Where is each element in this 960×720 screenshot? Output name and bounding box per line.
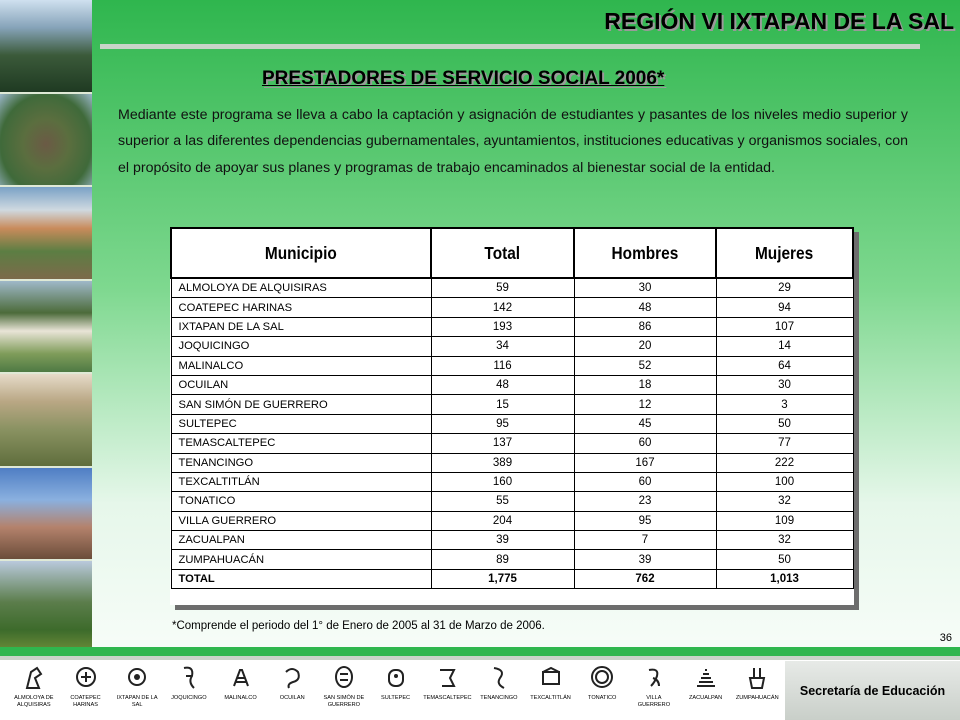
cell-municipio: COATEPEC HARINAS: [171, 298, 431, 317]
municipality-logo: [318, 660, 370, 720]
municipality-logo: [111, 660, 163, 720]
municipality-logo: [628, 660, 680, 720]
landscape-photo: [0, 0, 92, 94]
municipality-logo: [576, 660, 628, 720]
table-row: [171, 375, 853, 394]
municipality-logo: [731, 660, 783, 720]
municipality-label: TONATICO: [588, 695, 617, 701]
cell-mujeres: 3: [716, 395, 853, 414]
cell-total: 160: [431, 472, 574, 491]
cell-hombres: 39: [574, 550, 716, 569]
municipality-label: JOQUICINGO: [171, 695, 207, 701]
landscape-photo: [0, 281, 92, 375]
photo-strip: [0, 0, 92, 655]
table-row: [171, 278, 853, 298]
cell-hombres-sum: 762: [574, 569, 716, 588]
cell-total-label: TOTAL: [171, 569, 431, 588]
table-row: [171, 453, 853, 472]
municipality-label: OCUILAN: [279, 695, 305, 701]
cell-total: 34: [431, 337, 574, 356]
municipality-label: COATEPEC HARINAS: [70, 695, 101, 708]
cell-hombres: 95: [574, 511, 716, 530]
glyph-icon: [538, 662, 564, 692]
table-row: [171, 492, 853, 511]
cell-municipio: IXTAPAN DE LA SAL: [171, 317, 431, 336]
municipality-label: SAN SIMÓN DE GUERRERO: [323, 695, 365, 708]
cell-hombres: 167: [574, 453, 716, 472]
cell-hombres: 7: [574, 531, 716, 550]
municipality-logo: [60, 660, 112, 720]
cell-hombres: 23: [574, 492, 716, 511]
table-row: [171, 337, 853, 356]
cell-hombres: 48: [574, 298, 716, 317]
glyph-icon: [331, 662, 357, 692]
cell-mujeres: 32: [716, 492, 853, 511]
cell-municipio: JOQUICINGO: [171, 337, 431, 356]
cell-mujeres-sum: 1,013: [716, 569, 853, 588]
municipality-logo: [680, 660, 732, 720]
cell-municipio: TEMASCALTEPEC: [171, 434, 431, 453]
municipality-logo: [163, 660, 215, 720]
cell-mujeres: 64: [716, 356, 853, 375]
cell-total: 55: [431, 492, 574, 511]
cell-total: 59: [431, 278, 574, 298]
cell-hombres: 20: [574, 337, 716, 356]
glyph-icon: [589, 662, 615, 692]
table-row: [171, 317, 853, 336]
municipality-logo: [370, 660, 422, 720]
cell-mujeres: 109: [716, 511, 853, 530]
municipality-label: SULTEPEC: [380, 695, 411, 701]
cell-total: 142: [431, 298, 574, 317]
municipality-logo: [266, 660, 318, 720]
glyph-icon: [228, 662, 254, 692]
municipality-label: ALMOLOYA DE ALQUISIRAS: [14, 695, 54, 708]
municipality-label: TEXCALTITLÁN: [530, 695, 571, 701]
cell-total: 193: [431, 317, 574, 336]
municipality-label: MALINALCO: [224, 695, 257, 701]
header-mujeres: Mujeres: [716, 228, 853, 278]
municipality-logo: [8, 660, 60, 720]
municipality-label: IXTAPAN DE LA SAL: [116, 695, 158, 708]
cell-mujeres: 14: [716, 337, 853, 356]
cell-municipio: OCUILAN: [171, 375, 431, 394]
municipality-label: ZUMPAHUACÁN: [735, 695, 779, 701]
page-number: 36: [939, 632, 952, 644]
cell-mujeres: 94: [716, 298, 853, 317]
cell-total: 95: [431, 414, 574, 433]
glyph-icon: [279, 662, 305, 692]
cell-total-sum: 1,775: [431, 569, 574, 588]
secretaria-badge: [785, 661, 960, 720]
footnote: *Comprende el periodo del 1° de Enero de 2005 al 31 de Marzo de 2006.: [172, 620, 545, 632]
cell-municipio: TENANCINGO: [171, 453, 431, 472]
cell-total: 389: [431, 453, 574, 472]
intro-paragraph: Mediante este programa se lleva a cabo la captación y asignación de estudiantes y pasantes de los niveles medio superior y superior a las diferentes dependencias gubernamentales, ayuntamientos, instituciones educativas y organismos sociales, con el propósito de apoyar sus planes y programas de trabajo encaminados al bienestar social de la entidad.: [118, 107, 908, 176]
landscape-photo: [0, 561, 92, 655]
cell-hombres: 52: [574, 356, 716, 375]
cell-municipio: TONATICO: [171, 492, 431, 511]
cell-mujeres: 77: [716, 434, 853, 453]
cell-municipio: SULTEPEC: [171, 414, 431, 433]
glyph-icon: [124, 662, 150, 692]
region-title: REGIÓN VI IXTAPAN DE LA SAL: [604, 8, 954, 34]
cell-municipio: ZUMPAHUACÁN: [171, 550, 431, 569]
cell-total: 89: [431, 550, 574, 569]
title-divider: [100, 44, 920, 49]
table-header-row: [171, 228, 853, 278]
glyph-icon: [73, 662, 99, 692]
page-subtitle: PRESTADORES DE SERVICIO SOCIAL 2006*: [262, 68, 665, 89]
cell-hombres: 30: [574, 278, 716, 298]
landscape-photo: [0, 94, 92, 188]
cell-hombres: 60: [574, 434, 716, 453]
cell-mujeres: 222: [716, 453, 853, 472]
cell-hombres: 60: [574, 472, 716, 491]
header-municipio: Municipio: [171, 228, 431, 278]
footer-green-band: [0, 647, 960, 656]
municipality-label: ZACUALPAN: [688, 695, 723, 701]
cell-total: 137: [431, 434, 574, 453]
cell-hombres: 18: [574, 375, 716, 394]
table-row: [171, 434, 853, 453]
cell-municipio: MALINALCO: [171, 356, 431, 375]
cell-total: 48: [431, 375, 574, 394]
municipality-logo: [421, 660, 473, 720]
table-row: [171, 395, 853, 414]
table-total-row: [171, 569, 853, 588]
cell-total: 15: [431, 395, 574, 414]
cell-mujeres: 107: [716, 317, 853, 336]
cell-total: 39: [431, 531, 574, 550]
table-row: [171, 414, 853, 433]
service-providers-table: [170, 227, 854, 589]
glyph-icon: [641, 662, 667, 692]
glyph-icon: [383, 662, 409, 692]
table-row: [171, 550, 853, 569]
cell-mujeres: 30: [716, 375, 853, 394]
glyph-icon: [693, 662, 719, 692]
municipality-label: TENANCINGO: [480, 695, 518, 701]
municipality-label: VILLA GUERRERO: [637, 695, 671, 708]
cell-mujeres: 100: [716, 472, 853, 491]
cell-municipio: VILLA GUERRERO: [171, 511, 431, 530]
landscape-photo: [0, 374, 92, 468]
municipality-logo: [525, 660, 577, 720]
table-row: [171, 298, 853, 317]
municipality-logo: [473, 660, 525, 720]
cell-municipio: SAN SIMÓN DE GUERRERO: [171, 395, 431, 414]
municipality-logo: [215, 660, 267, 720]
landscape-photo: [0, 187, 92, 281]
cell-hombres: 86: [574, 317, 716, 336]
municipality-icons: [8, 660, 783, 720]
cell-mujeres: 50: [716, 550, 853, 569]
cell-municipio: TEXCALTITLÁN: [171, 472, 431, 491]
table-row: [171, 356, 853, 375]
cell-mujeres: 29: [716, 278, 853, 298]
table-row: [171, 511, 853, 530]
table-row: [171, 472, 853, 491]
cell-mujeres: 32: [716, 531, 853, 550]
header-hombres: Hombres: [574, 228, 716, 278]
glyph-icon: [434, 662, 460, 692]
cell-total: 116: [431, 356, 574, 375]
cell-hombres: 45: [574, 414, 716, 433]
secretaria-label: Secretaría de Educación: [799, 683, 946, 698]
header-total: Total: [431, 228, 574, 278]
municipality-label: TEMASCALTEPEC: [423, 695, 472, 701]
cell-municipio: ALMOLOYA DE ALQUISIRAS: [171, 278, 431, 298]
glyph-icon: [486, 662, 512, 692]
data-table-container: [170, 227, 854, 605]
cell-hombres: 12: [574, 395, 716, 414]
cell-municipio: ZACUALPAN: [171, 531, 431, 550]
glyph-icon: [744, 662, 770, 692]
cell-mujeres: 50: [716, 414, 853, 433]
glyph-icon: [21, 662, 47, 692]
glyph-icon: [176, 662, 202, 692]
cell-total: 204: [431, 511, 574, 530]
landscape-photo: [0, 468, 92, 562]
table-row: [171, 531, 853, 550]
